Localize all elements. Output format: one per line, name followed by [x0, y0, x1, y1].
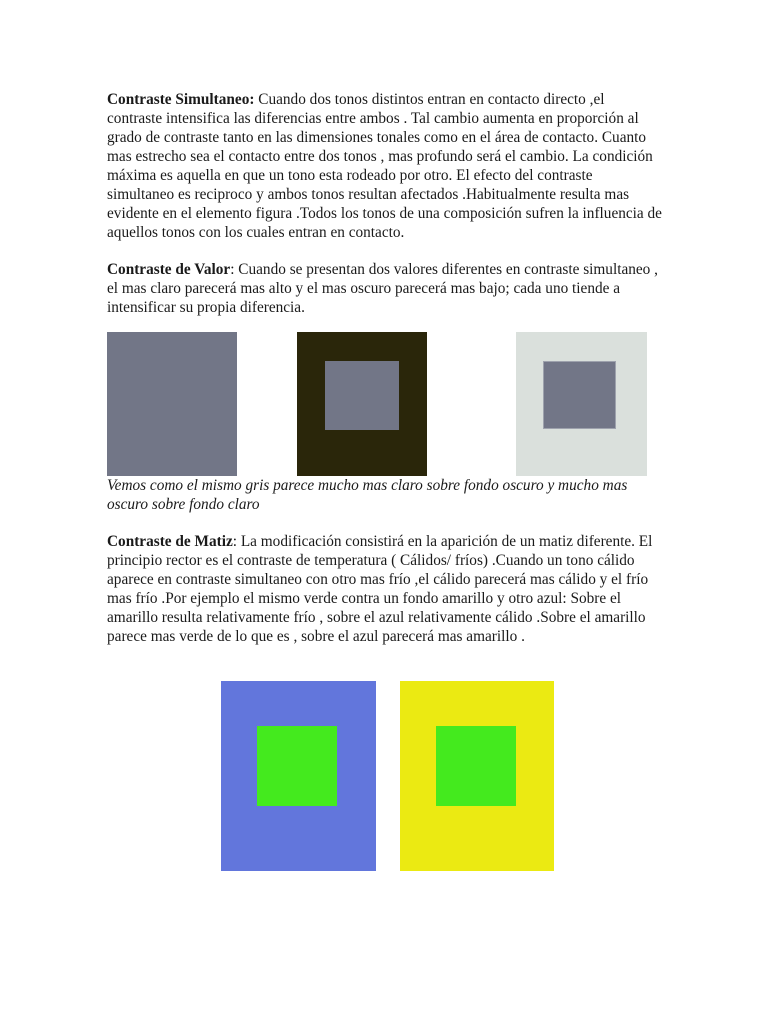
paragraph-contraste-simultaneo	[107, 90, 663, 242]
gray-on-light-swatch	[516, 332, 647, 476]
green-on-yellow-swatch	[400, 681, 554, 871]
text-contraste-matiz: : La modificación consistirá en la aparición de un matiz diferente. El principio rector es el contraste de temperatura ( Cálidos/ fríos) .Cuando un tono cálido aparece en contraste simultaneo con otro mas frío ,el cálido parecerá mas cálido y el frío mas frío .Por ejemplo el mismo verde contra un fondo amarillo y otro azul: Sobre el amarillo resulta relativamente frío , sobre el azul relativamente cálido .Sobre el amarillo parece mas verde de lo que es , sobre el azul parecerá mas amarillo .	[107, 533, 653, 645]
heading-contraste-matiz: Contraste de Matiz	[107, 533, 233, 550]
green-on-blue-swatch	[221, 681, 376, 871]
green-square-on-blue	[257, 726, 337, 806]
value-contrast-caption: Vemos como el mismo gris parece mucho mas claro sobre fondo oscuro y mucho mas oscuro sobre fondo claro	[107, 477, 628, 513]
paragraph-contraste-matiz	[107, 532, 663, 646]
gray-square-on-dark	[325, 361, 399, 430]
text-contraste-valor: : Cuando se presentan dos valores diferentes en contraste simultaneo , el mas claro parecerá mas alto y el mas oscuro parecerá mas bajo; cada uno tiende a intensificar su propia diferencia.	[107, 261, 658, 316]
paragraph-contraste-valor	[107, 260, 663, 317]
gray-swatch-plain	[107, 332, 237, 476]
gray-on-dark-swatch	[297, 332, 427, 476]
gray-square-on-light	[543, 361, 616, 429]
text-contraste-simultaneo: Cuando dos tonos distintos entran en contacto directo ,el contraste intensifica las diferencias entre ambos . Tal cambio aumenta en proporción al grado de contraste tanto en las dimensiones tonales como en el área de contacto. Cuanto mas estrecho sea el contacto entre dos tonos , mas profundo será el cambio. La condición máxima es aquella en que un tono esta rodeado por otro. El efecto del contraste simultaneo es reciproco y ambos tonos resultan afectados .Habitualmente resulta mas evidente en el elemento figura .Todos los tonos de una composición sufren la influencia de aquellos tonos con los cuales entran en contacto.	[107, 91, 662, 241]
heading-contraste-simultaneo: Contraste Simultaneo:	[107, 91, 255, 108]
green-square-on-yellow	[436, 726, 516, 806]
heading-contraste-valor: Contraste de Valor	[107, 261, 231, 278]
